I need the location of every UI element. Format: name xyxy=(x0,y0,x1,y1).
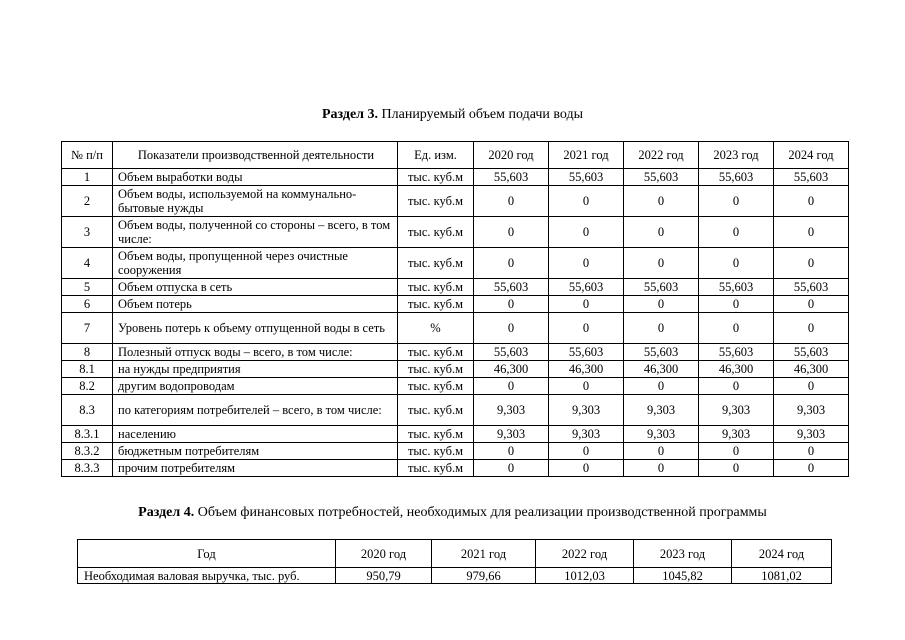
row-indicator: Уровень потерь к объему отпущенной воды в сеть xyxy=(113,313,398,344)
value-cell: 0 xyxy=(474,296,549,313)
header-cell: 2022 год xyxy=(624,142,699,169)
header-cell: 2024 год xyxy=(732,540,832,568)
row-number: 3 xyxy=(62,217,113,248)
value-cell: 0 xyxy=(474,313,549,344)
value-cell: 55,603 xyxy=(549,279,624,296)
table-row xyxy=(62,344,849,361)
section-4-heading xyxy=(0,505,905,521)
value-cell: 0 xyxy=(699,248,774,279)
row-number: 7 xyxy=(62,313,113,344)
row-indicator: Полезный отпуск воды – всего, в том числе: xyxy=(113,344,398,361)
table-row xyxy=(78,568,832,584)
value-cell: 55,603 xyxy=(624,169,699,186)
value-cell: 0 xyxy=(774,296,849,313)
row-unit: тыс. куб.м xyxy=(398,169,474,186)
table-row xyxy=(62,395,849,426)
row-unit: тыс. куб.м xyxy=(398,248,474,279)
value-cell: 9,303 xyxy=(624,426,699,443)
value-cell: 0 xyxy=(474,186,549,217)
row-unit: тыс. куб.м xyxy=(398,443,474,460)
value-cell: 0 xyxy=(474,443,549,460)
value-cell: 0 xyxy=(774,313,849,344)
table-row xyxy=(62,169,849,186)
row-number: 8.3 xyxy=(62,395,113,426)
value-cell: 0 xyxy=(624,296,699,313)
value-cell: 9,303 xyxy=(774,426,849,443)
header-cell: 2024 год xyxy=(774,142,849,169)
row-indicator: населению xyxy=(113,426,398,443)
value-cell: 0 xyxy=(474,460,549,477)
value-cell: 0 xyxy=(474,248,549,279)
value-cell: 0 xyxy=(624,186,699,217)
table-row xyxy=(62,460,849,477)
value-cell: 0 xyxy=(774,460,849,477)
value-cell: 0 xyxy=(624,460,699,477)
row-label: Необходимая валовая выручка, тыс. руб. xyxy=(78,568,336,584)
value-cell: 55,603 xyxy=(774,344,849,361)
row-number: 1 xyxy=(62,169,113,186)
row-indicator: бюджетным потребителям xyxy=(113,443,398,460)
value-cell: 0 xyxy=(549,443,624,460)
table-row xyxy=(62,279,849,296)
value-cell: 0 xyxy=(549,313,624,344)
table-row xyxy=(62,313,849,344)
value-cell: 9,303 xyxy=(624,395,699,426)
table-row xyxy=(62,296,849,313)
value-cell: 9,303 xyxy=(549,395,624,426)
value-cell: 9,303 xyxy=(549,426,624,443)
table-row xyxy=(62,443,849,460)
value-cell: 0 xyxy=(774,217,849,248)
row-unit: тыс. куб.м xyxy=(398,296,474,313)
value-cell: 9,303 xyxy=(474,426,549,443)
row-indicator: Объем воды, используемой на коммунально-бытовые нужды xyxy=(113,186,398,217)
row-indicator: Объем выработки воды xyxy=(113,169,398,186)
value-cell: 55,603 xyxy=(474,279,549,296)
value-cell: 46,300 xyxy=(774,361,849,378)
table-header-row xyxy=(62,142,849,169)
value-cell: 0 xyxy=(699,217,774,248)
value-cell: 0 xyxy=(774,248,849,279)
row-indicator: прочим потребителям xyxy=(113,460,398,477)
value-cell: 9,303 xyxy=(774,395,849,426)
value-cell: 0 xyxy=(549,248,624,279)
value-cell: 46,300 xyxy=(549,361,624,378)
table-row xyxy=(62,186,849,217)
value-cell: 0 xyxy=(774,443,849,460)
value-cell: 0 xyxy=(549,217,624,248)
value-cell: 55,603 xyxy=(474,344,549,361)
row-indicator: другим водопроводам xyxy=(113,378,398,395)
value-cell: 0 xyxy=(624,378,699,395)
value-cell: 55,603 xyxy=(699,344,774,361)
header-cell: 2022 год xyxy=(536,540,634,568)
value-cell: 55,603 xyxy=(774,279,849,296)
row-unit: тыс. куб.м xyxy=(398,361,474,378)
table-row xyxy=(62,248,849,279)
row-unit: тыс. куб.м xyxy=(398,279,474,296)
row-unit: тыс. куб.м xyxy=(398,344,474,361)
value-cell: 1081,02 xyxy=(732,568,832,584)
value-cell: 950,79 xyxy=(336,568,432,584)
header-cell: № п/п xyxy=(62,142,113,169)
row-unit: тыс. куб.м xyxy=(398,217,474,248)
row-unit: тыс. куб.м xyxy=(398,460,474,477)
value-cell: 46,300 xyxy=(624,361,699,378)
header-cell: Показатели производственной деятельности xyxy=(113,142,398,169)
section-3-title: Планируемый объем подачи воды xyxy=(381,107,584,122)
header-cell: 2023 год xyxy=(634,540,732,568)
value-cell: 0 xyxy=(624,313,699,344)
value-cell: 0 xyxy=(549,186,624,217)
row-unit: тыс. куб.м xyxy=(398,395,474,426)
row-unit: % xyxy=(398,313,474,344)
section-4-label: Раздел 4. xyxy=(138,505,195,520)
value-cell: 9,303 xyxy=(699,395,774,426)
section-3-label: Раздел 3. xyxy=(321,107,379,122)
header-cell: 2021 год xyxy=(549,142,624,169)
value-cell: 0 xyxy=(549,460,624,477)
row-unit: тыс. куб.м xyxy=(398,426,474,443)
value-cell: 0 xyxy=(699,296,774,313)
value-cell: 0 xyxy=(699,186,774,217)
table-row xyxy=(62,426,849,443)
row-indicator: Объем воды, пропущенной через очистные сооружения xyxy=(113,248,398,279)
row-number: 8.3.3 xyxy=(62,460,113,477)
row-number: 6 xyxy=(62,296,113,313)
row-number: 8.2 xyxy=(62,378,113,395)
value-cell: 46,300 xyxy=(474,361,549,378)
value-cell: 0 xyxy=(699,313,774,344)
value-cell: 0 xyxy=(774,378,849,395)
value-cell: 55,603 xyxy=(624,279,699,296)
header-cell: 2020 год xyxy=(336,540,432,568)
section-3-heading xyxy=(0,107,905,123)
row-number: 8.3.1 xyxy=(62,426,113,443)
value-cell: 0 xyxy=(624,443,699,460)
row-indicator: на нужды предприятия xyxy=(113,361,398,378)
value-cell: 979,66 xyxy=(432,568,536,584)
header-cell: 2021 год xyxy=(432,540,536,568)
row-unit: тыс. куб.м xyxy=(398,186,474,217)
row-number: 2 xyxy=(62,186,113,217)
row-number: 8.1 xyxy=(62,361,113,378)
value-cell: 0 xyxy=(549,296,624,313)
value-cell: 0 xyxy=(624,248,699,279)
row-indicator: Объем потерь xyxy=(113,296,398,313)
value-cell: 1012,03 xyxy=(536,568,634,584)
value-cell: 0 xyxy=(699,443,774,460)
table-header-row xyxy=(78,540,832,568)
section-4-title: Объем финансовых потребностей, необходимых для реализации производственной программы xyxy=(197,505,767,520)
row-indicator: Объем воды, полученной со стороны – всего, в том числе: xyxy=(113,217,398,248)
table-row xyxy=(62,217,849,248)
value-cell: 55,603 xyxy=(699,279,774,296)
value-cell: 55,603 xyxy=(474,169,549,186)
value-cell: 55,603 xyxy=(699,169,774,186)
value-cell: 55,603 xyxy=(774,169,849,186)
value-cell: 46,300 xyxy=(699,361,774,378)
row-indicator: Объем отпуска в сеть xyxy=(113,279,398,296)
row-number: 4 xyxy=(62,248,113,279)
value-cell: 0 xyxy=(699,460,774,477)
value-cell: 55,603 xyxy=(549,169,624,186)
header-cell: 2023 год xyxy=(699,142,774,169)
value-cell: 0 xyxy=(774,186,849,217)
row-unit: тыс. куб.м xyxy=(398,378,474,395)
value-cell: 1045,82 xyxy=(634,568,732,584)
table-row xyxy=(62,361,849,378)
value-cell: 9,303 xyxy=(474,395,549,426)
header-cell: 2020 год xyxy=(474,142,549,169)
row-number: 8.3.2 xyxy=(62,443,113,460)
value-cell: 0 xyxy=(699,378,774,395)
row-number: 8 xyxy=(62,344,113,361)
table-row xyxy=(62,378,849,395)
financial-needs-table xyxy=(77,539,832,584)
value-cell: 9,303 xyxy=(699,426,774,443)
value-cell: 0 xyxy=(474,378,549,395)
value-cell: 0 xyxy=(474,217,549,248)
value-cell: 55,603 xyxy=(624,344,699,361)
value-cell: 0 xyxy=(549,378,624,395)
value-cell: 55,603 xyxy=(549,344,624,361)
row-indicator: по категориям потребителей – всего, в том числе: xyxy=(113,395,398,426)
value-cell: 0 xyxy=(624,217,699,248)
water-supply-table xyxy=(61,141,849,477)
row-number: 5 xyxy=(62,279,113,296)
header-cell: Год xyxy=(78,540,336,568)
header-cell: Ед. изм. xyxy=(398,142,474,169)
